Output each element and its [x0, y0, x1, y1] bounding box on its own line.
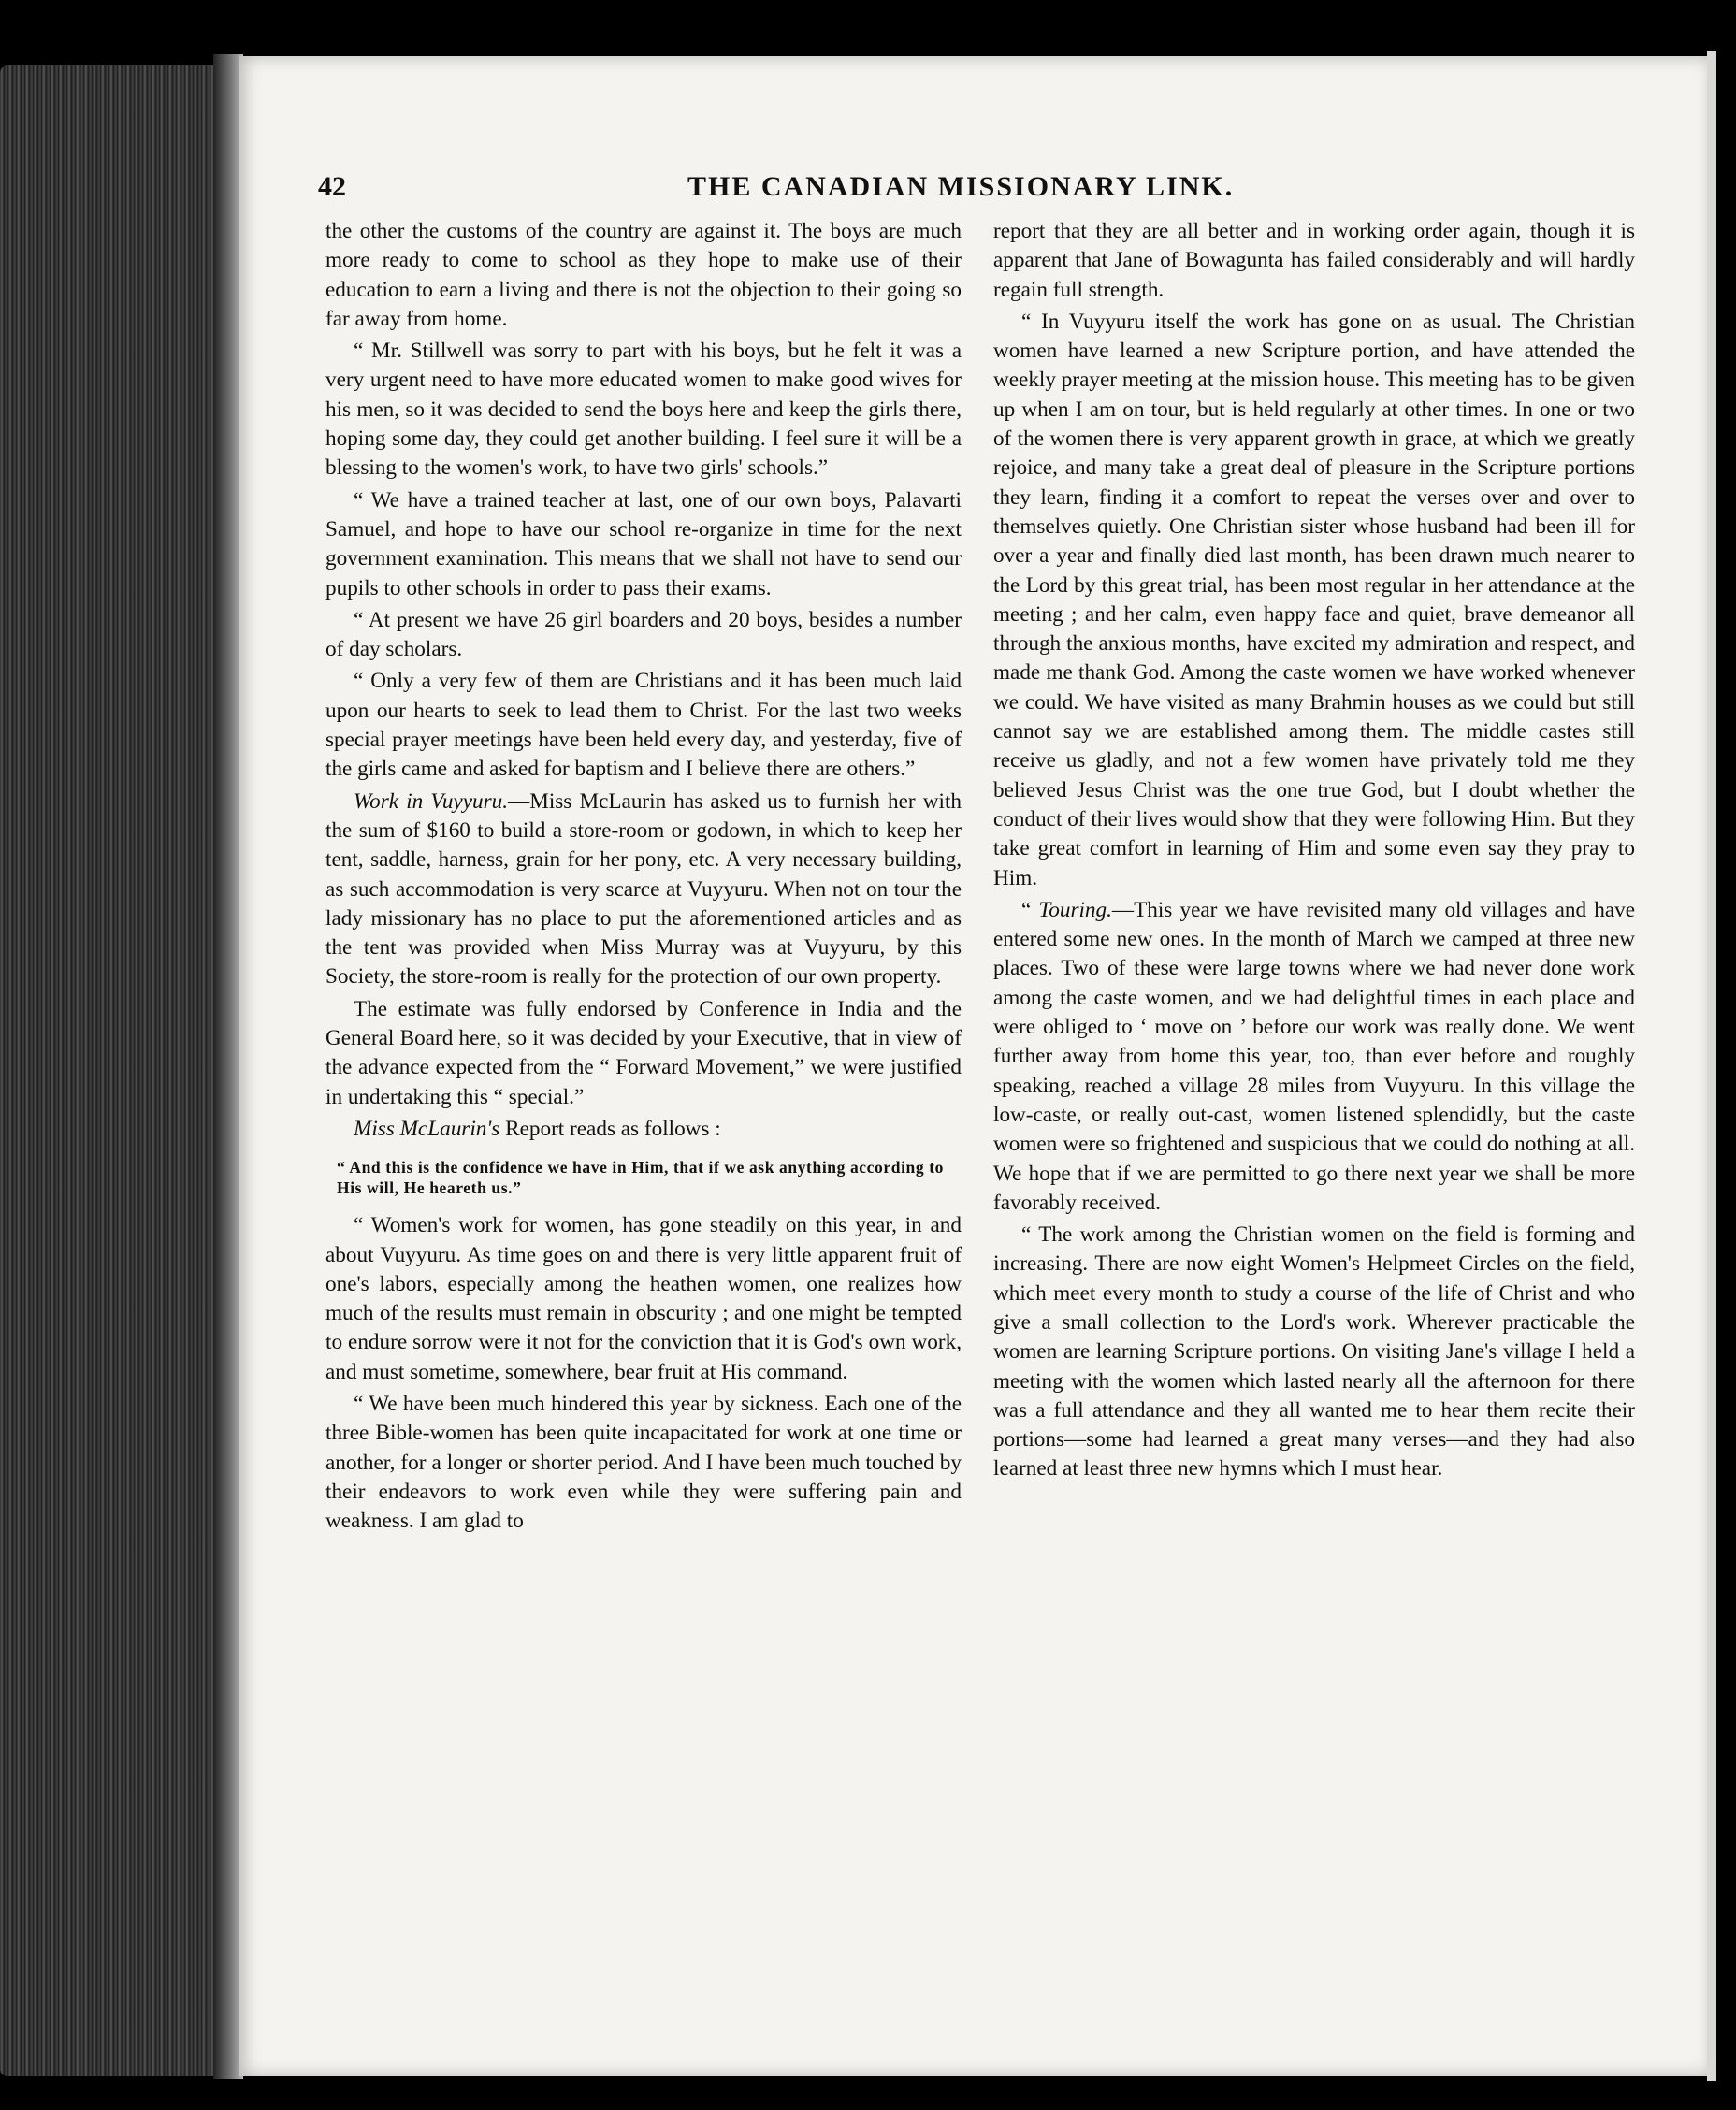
left-column	[326, 217, 962, 1536]
paragraph: “ We have a trained teacher at last, one of our own boys, Palavarti Samuel, and hope to have our school re-organize in time for the next government examination. This means that we shall not have to send our pupils to other schools in order to pass their exams.	[326, 487, 962, 600]
report-intro	[326, 1115, 962, 1144]
paragraph: “ Mr. Stillwell was sorry to part with his boys, but he felt it was a very urgent need to have more educated women to make good wives for his men, so it was decided to send the boys here and keep the girls there, hoping some day, they could get another building. I feel sure it will be a blessing to the women's work, to have two girls' schools.”	[326, 339, 962, 481]
page-number: 42	[318, 171, 346, 202]
paragraph-text: —Miss McLaurin has asked us to furnish her with the sum of $160 to build a store-room or godown, in which to keep her tent, saddle, harness, grain for her pony, etc. A very necessary building, as such accommodation is very scarce at Vuyyuru. When not on tour the lady missionary has no place to put the aforementioned articles and as the tent was provided when Miss Murray was at Vuyyuru, by this Society, the store-room is really for the protection of our own property.	[326, 788, 962, 990]
report-author: Miss McLaurin's	[354, 1116, 500, 1141]
paragraph: The estimate was fully endorsed by Conference in India and the General Board here, so it was decided by your Executive, that in view of the advance expected from the “ Forward Movement,” we were justified in undertaking this “ special.”	[326, 996, 962, 1109]
paragraph: “ In Vuyyuru itself the work has gone on as usual. The Christian women have learned a new Scripture portion, and have attended the weekly prayer meeting at the mission house. This meeting has to be given up when I am on tour, but is held regularly at other times. In one or two of the women there is very apparent growth in grace, at which we greatly rejoice, and many take a great deal of pleasure in the Scripture portions they learn, finding it a comfort to repeat the verses over and over to themselves quietly. One Christian sister whose husband had been ill for over a year and finally died last month, has been drawn much nearer to the Lord by this great trial, has been most regular in her attendance at the meeting ; and her calm, even happy face and quiet, brave demeanor all through the anxious months, have excited my admiration and respect, and made me thank God. Among the caste women we have worked whenever we could. We have visited as many Brahmin houses as we could but still cannot say we are established among them. The middle castes still receive us gladly, and not a few women have privately told me they believed Jesus Christ was the one true God, but I doubt whether the conduct of their lives would show that they were following Him. But they take great comfort in learning of Him and some even say they pray to Him.	[993, 309, 1635, 890]
paragraph: the other the customs of the country are against it. The boys are much more ready to come to school as they hope to make use of their education to earn a living and there is not the objection to their going so far away from home.	[326, 219, 962, 331]
page-right-edge	[1707, 51, 1716, 2081]
report-intro-text: Report reads as follows :	[499, 1116, 721, 1141]
paragraph-text: —This year we have revisited many old villages and have entered some new ones. In the month of March we camped at three new places. Two of these were large towns where we had never done work among the caste women, and we had delightful times in each place and were obliged to ‘ move on ’ before our work was really done. We went further away from home this year, too, than ever before and roughly speaking, reached a village 28 miles from Vuyyuru. In this village the low-caste, or really out-cast, women listened splendidly, but the caste women were so frightened and suspicious that we could do nothing at all. We hope that if we are permitted to go there next year we shall be more favorably received.	[993, 897, 1635, 1215]
epigraph: “ And this is the confidence we have in Him, that if we ask anything according to His will, He heareth us.”	[337, 1158, 944, 1198]
paragraph: “ We have been much hindered this year by sickness. Each one of the three Bible-women has been quite incapacitated for work at one time or another, for a longer or shorter period. And I have been much touched by their endeavors to work even while they were suffering pain and weakness. I am glad to	[326, 1391, 962, 1534]
paragraph-work-in-vuyyuru	[326, 788, 962, 992]
paragraph: “ Women's work for women, has gone steadily on this year, in and about Vuyyuru. As time goes on and there is very little apparent fruit of one's labors, especially among the heathen women, one realizes how much of the results must remain in obscurity ; and one might be tempted to endure sorrow were it not for the conviction that it is God's own work, and must sometime, somewhere, bear fruit at His command.	[326, 1213, 962, 1384]
paragraph: “ At present we have 26 girl boarders and 20 boys, besides a number of day scholars.	[326, 607, 962, 662]
section-heading: Work in Vuyyuru.	[354, 788, 509, 814]
journal-title: THE CANADIAN MISSIONARY LINK.	[687, 171, 1235, 202]
right-column	[993, 217, 1635, 1484]
running-head	[318, 171, 1646, 218]
paragraph: report that they are all better and in working order again, though it is apparent that Jane of Bowagunta has failed considerably and will hardly regain full strength.	[993, 219, 1635, 302]
section-heading: Touring.	[1038, 897, 1112, 922]
paragraph: “ The work among the Christian women on the field is forming and increasing. There are now eight Women's Helpmeet Circles on the field, which meet every month to study a course of the life of Christ and who give a small collection to the Lord's work. Wherever practicable the women are learning Scripture portions. On visiting Jane's village I held a meeting with the women which lasted nearly all the afternoon for there was a full attendance and they all wanted me to hear them recite their portions—some had learned a great many verses—and they had also learned at least three new hymns which I must hear.	[993, 1222, 1635, 1481]
paragraph: “ Only a very few of them are Christians and it has been much laid upon our hearts to seek to lead them to Christ. For the last two weeks special prayer meetings have been held every day, and yesterday, five of the girls came and asked for baptism and I believe there are others.”	[326, 669, 962, 782]
paragraph-touring: “ Touring.—This year we have revisited many old villages and have entered some new ones. In the month of March we camped at three new places. Two of these were large towns where we had never done work among the caste women, and we had delightful times in each place and were obliged to ‘ move on ’ before our work was really done. We went further away from home this year, too, than ever before and roughly speaking, reached a village 28 miles from Vuyyuru. In this village the low-caste, or really out-cast, women listened splendidly, but the caste women were so frightened and suspicious that we could do nothing at all. We hope that if we are permitted to go there next year we shall be more favorably received.	[993, 897, 1635, 1215]
book-page-edges	[0, 65, 239, 2076]
